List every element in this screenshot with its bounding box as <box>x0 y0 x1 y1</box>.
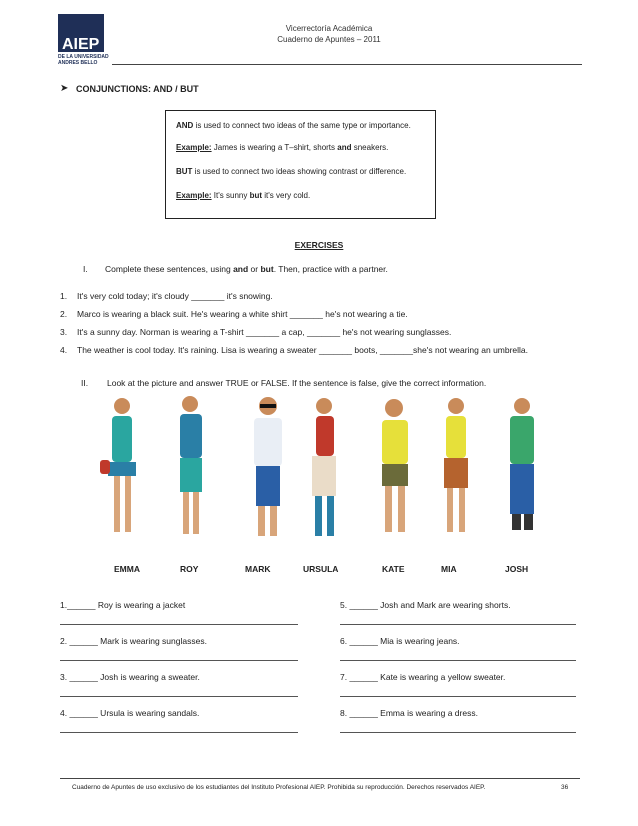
footer-divider <box>60 778 580 779</box>
part2-instructions <box>81 378 487 388</box>
grammar-rule-box <box>165 110 436 219</box>
tf-question: 3. ______ Josh is wearing a sweater. <box>60 672 200 682</box>
person-roy-figure <box>180 396 202 534</box>
and-rule: AND is used to connect two ideas of the same type or importance. <box>176 121 411 130</box>
person-name: ROY <box>180 564 199 574</box>
exercises-title: EXERCISES <box>294 240 344 250</box>
answer-line[interactable] <box>340 732 576 733</box>
tf-question: 5. ______ Josh and Mark are wearing shorts. <box>340 600 511 610</box>
person-ursula-figure <box>312 398 336 536</box>
tf-question: 4. ______ Ursula is wearing sandals. <box>60 708 200 718</box>
answer-line[interactable] <box>340 624 576 625</box>
but-rule: BUT is used to connect two ideas showing contrast or difference. <box>176 167 407 176</box>
but-example: Example: It's sunny but it's very cold. <box>176 191 311 200</box>
answer-line[interactable] <box>60 660 298 661</box>
part1-text: Complete these sentences, using and or but. Then, practice with a partner. <box>105 264 388 274</box>
person-name: MARK <box>245 564 271 574</box>
person-mia-figure <box>444 398 468 532</box>
part2-numeral: II. <box>81 378 89 388</box>
aiep-logo <box>58 14 109 74</box>
answer-line[interactable] <box>340 660 576 661</box>
arrow-bullet-icon: ➤ <box>60 83 69 94</box>
person-name: JOSH <box>505 564 529 574</box>
page-number: 36 <box>561 784 569 791</box>
part1-numeral: I. <box>83 264 88 274</box>
and-example: Example: James is wearing a T–shirt, shorts and sneakers. <box>176 143 389 152</box>
answer-line[interactable] <box>60 732 298 733</box>
person-name: KATE <box>382 564 405 574</box>
answer-line[interactable] <box>340 696 576 697</box>
person-emma-figure <box>100 398 136 532</box>
tf-question: 2. ______ Mark is wearing sunglasses. <box>60 636 207 646</box>
person-josh-figure <box>510 398 534 530</box>
tf-question: 8. ______ Emma is wearing a dress. <box>340 708 478 718</box>
logo-text: AIEP <box>62 36 100 53</box>
people-illustration <box>80 392 550 552</box>
header-line-2: Cuaderno de Apuntes – 2011 <box>277 35 381 44</box>
answer-line[interactable] <box>60 624 298 625</box>
person-name: EMMA <box>114 564 140 574</box>
answer-line[interactable] <box>60 696 298 697</box>
person-name: URSULA <box>303 564 339 574</box>
person-mark-figure <box>254 397 282 536</box>
header-divider <box>112 64 582 65</box>
person-kate-figure <box>382 399 408 532</box>
tf-question: 1.______ Roy is wearing a jacket <box>60 600 186 610</box>
footer-text: Cuaderno de Apuntes de uso exclusivo de los estudiantes del Instituto Profesional AIEP. Prohibida su reproducción. Derechos reservados AIEP. <box>72 784 486 791</box>
tf-question: 7. ______ Kate is wearing a yellow sweater. <box>340 672 506 682</box>
part2-text: Look at the picture and answer TRUE or FALSE. If the sentence is false, give the correct information. <box>107 378 487 388</box>
person-name: MIA <box>441 564 457 574</box>
header-line-1: Vicerrectoría Académica <box>285 24 373 33</box>
section-title: CONJUNCTIONS: AND / BUT <box>76 84 199 94</box>
logo-subtitle: DE LA UNIVERSIDAD ANDRES BELLO <box>58 54 109 66</box>
tf-question: 6. ______ Mia is wearing jeans. <box>340 636 460 646</box>
